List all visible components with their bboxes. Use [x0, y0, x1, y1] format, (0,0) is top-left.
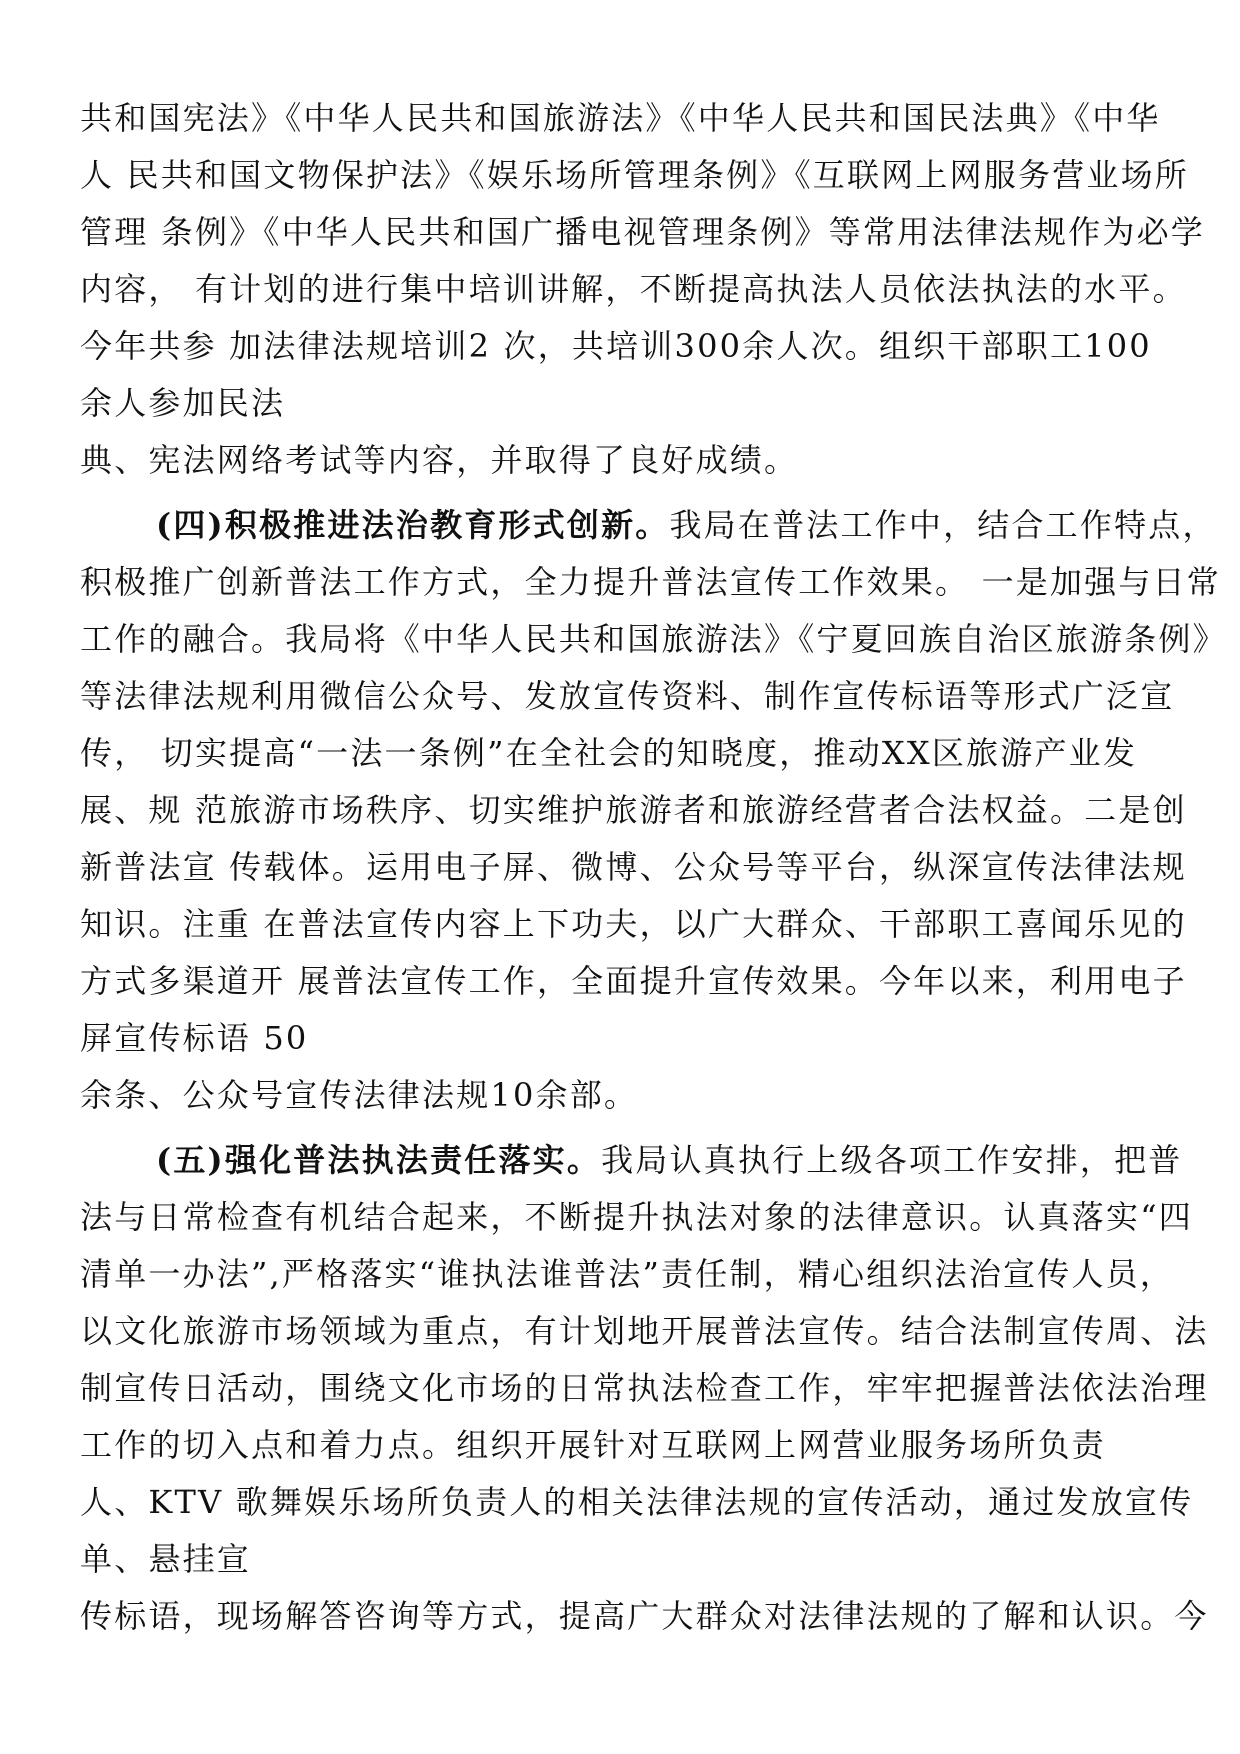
text-line: 清单一办法”,严格落实“谁执法谁普法”责任制，精心组织法治宣传人员， [80, 1255, 1175, 1293]
text-line: 知识。注重 在普法宣传内容上下功夫，以广大群众、干部职工喜闻乐见的 [80, 905, 1187, 943]
text-line: 以文化旅游市场领域为重点，有计划地开展普法宣传。结合法制宣传周、法 [80, 1312, 1209, 1350]
text-line: 方式多渠道开 展普法宣传工作，全面提升宣传效果。今年以来，利用电子 [80, 962, 1187, 1000]
paragraph-responsibility [80, 1132, 1209, 1645]
text-line: 单、悬挂宣 [80, 1540, 252, 1578]
text-line: 工作的切入点和着力点。组织开展针对互联网上网营业服务场所负责 [80, 1426, 1107, 1464]
text-line: 工作的融合。我局将《中华人民共和国旅游法》《宁夏回族自治区旅游条例》 [80, 620, 1227, 658]
section-heading: (五)强化普法执法责任落实。 [156, 1141, 602, 1179]
text-line: 人 民共和国文物保护法》《娱乐场所管理条例》《互联网上网服务营业场所 [80, 156, 1189, 194]
text-run: 我局认真执行上级各项工作安排，把普 [601, 1141, 1183, 1179]
text-line: 等法律法规利用微信公众号、发放宣传资料、制作宣传标语等形式广泛宣 [80, 677, 1175, 715]
text-line: 共和国宪法》《中华人民共和国旅游法》《中华人民共和国民法典》《中华 [80, 99, 1161, 137]
text-line: 人、KTV 歌舞娱乐场所负责人的相关法律法规的宣传活动，通过发放宣传 [80, 1483, 1194, 1521]
text-line: 新普法宣 传载体。运用电子屏、微博、公众号等平台，纵深宣传法律法规 [80, 848, 1187, 886]
text-line: 展、规 范旅游市场秩序、切实维护旅游者和旅游经营者合法权益。二是创 [80, 791, 1187, 829]
text-line: 制宣传日活动，围绕文化市场的日常执法检查工作，牢牢把握普法依法治理 [80, 1369, 1209, 1407]
text-line: 内容， 有计划的进行集中培训讲解，不断提高执法人员依法执法的水平。 [80, 270, 1187, 308]
document-page [80, 90, 1227, 1645]
text-line: 法与日常检查有机结合起来，不断提升执法对象的法律意识。认真落实“四 [80, 1198, 1193, 1236]
paragraph-education-innovation [80, 497, 1227, 1124]
section-heading: (四)积极推进法治教育形式创新。 [156, 506, 670, 544]
text-run: 我局在普法工作中，结合工作特点， [669, 506, 1217, 544]
paragraph-training [80, 90, 1205, 489]
text-line: 管理 条例》《中华人民共和国广播电视管理条例》等常用法律法规作为必学 [80, 213, 1205, 251]
text-line: 余条、公众号宣传法律法规10余部。 [80, 1076, 639, 1114]
text-line: 典、宪法网络考试等内容，并取得了良好成绩。 [80, 441, 799, 479]
paragraph-first-line [80, 1132, 1183, 1189]
text-line: 传， 切实提高“一法一条例”在全社会的知晓度，推动XX区旅游产业发 [80, 734, 1138, 772]
text-line: 余人参加民法 [80, 384, 286, 422]
text-line: 今年共参 加法律法规培训2 次，共培训300余人次。组织干部职工100 [80, 327, 1152, 365]
paragraph-first-line [80, 497, 1217, 554]
text-line: 积极推广创新普法工作方式，全力提升普法宣传工作效果。 一是加强与日常 [80, 563, 1221, 601]
text-line: 传标语，现场解答咨询等方式，提高广大群众对法律法规的了解和认识。今 [80, 1597, 1209, 1635]
text-line: 屏宣传标语 50 [80, 1019, 309, 1057]
